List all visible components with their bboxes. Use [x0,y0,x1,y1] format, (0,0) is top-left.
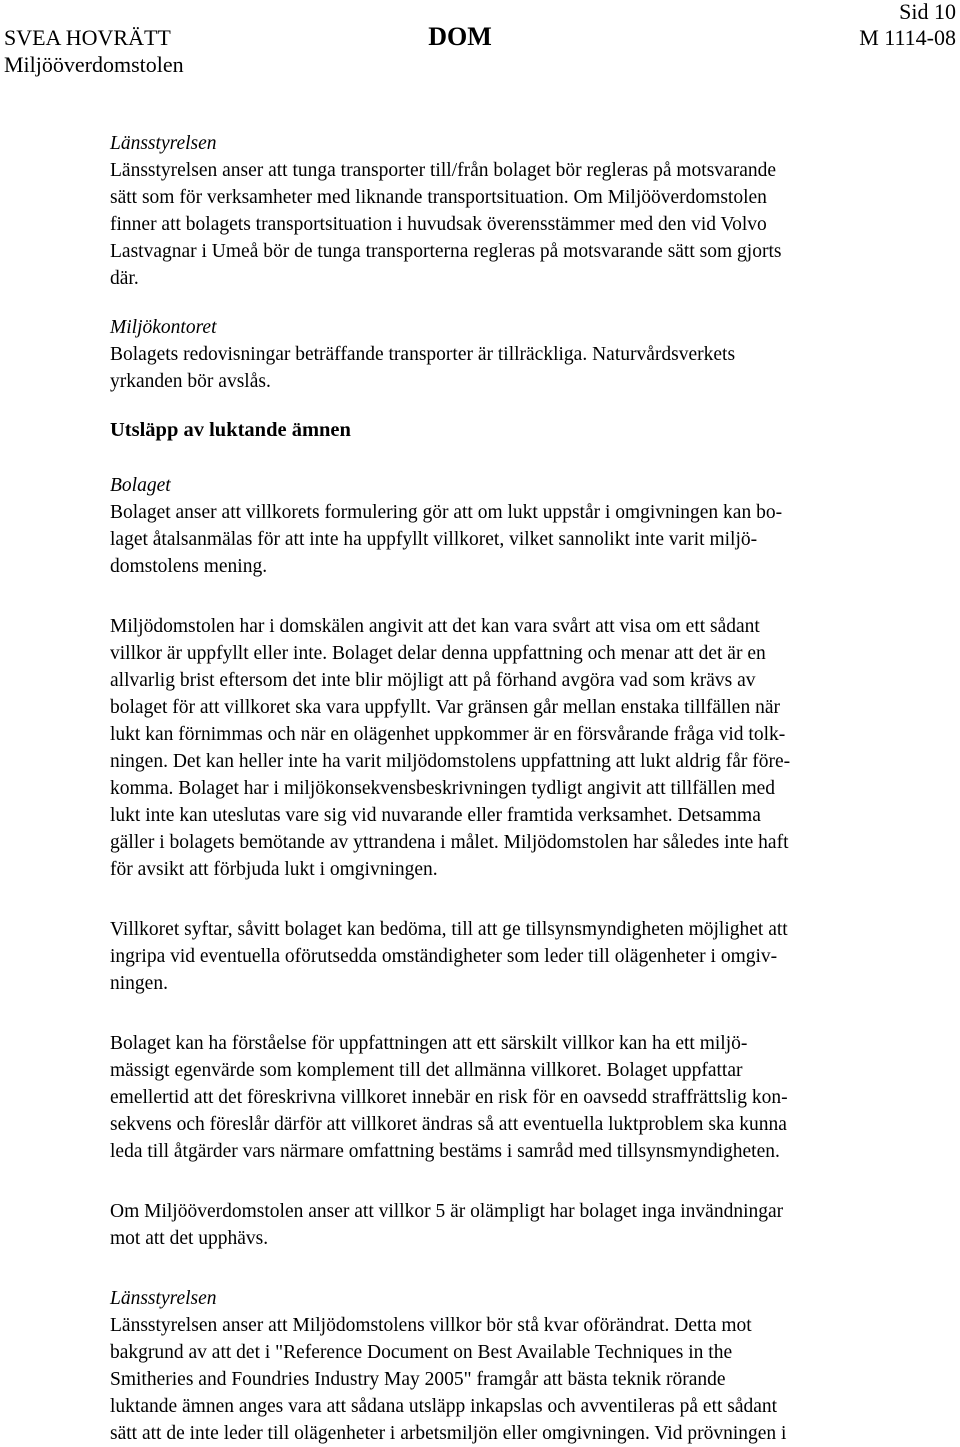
section-heading: Miljökontoret [110,317,217,338]
subject-heading: Utsläpp av luktande ämnen [110,419,351,441]
text-line: laget åtalsanmälas för att inte ha uppfyllt villkoret, vilket sannolikt inte varit miljö- [110,529,758,550]
text-line: finner att bolagets transportsituation i huvudsak överensstämmer med den vid Volvo [110,214,767,235]
text-line: lukt inte kan uteslutas vare sig vid nuvarande eller framtida verksamhet. Detsamma [110,805,761,826]
court-department: Miljööverdomstolen [4,52,184,77]
text-line: Bolaget kan ha förståelse för uppfattningen att ett särskilt villkor kan ha ett miljö- [110,1033,748,1054]
text-line: domstolens mening. [110,556,268,577]
document-body [110,130,932,1447]
text-line: sätt att de inte leder till olägenheter i arbetsmiljön eller omgivningen. Vid prövningen i [110,1423,787,1444]
paragraph [110,613,932,883]
document-type: DOM [428,22,492,51]
text-line: ningen. Det kan heller inte ha varit miljödomstolens uppfattning att lukt aldrig får före- [110,751,791,772]
text-line: allvarlig brist eftersom det inte blir möjligt att på förhand avgöra vad som krävs av [110,670,756,691]
section-heading: Bolaget [110,475,171,496]
text-line: gäller i bolagets bemötande av yttrandena i målet. Miljödomstolen har således inte haft [110,832,789,853]
section-lansstyrelsen-odour [110,1285,932,1447]
case-number: M 1114-08 [859,25,956,50]
section-lansstyrelsen-transport [110,130,932,292]
text-line: Smitheries and Foundries Industry May 2005" framgår att bästa teknik rörande [110,1369,726,1390]
paragraph [110,499,932,580]
section-heading: Länsstyrelsen [110,1288,217,1309]
text-line: för avsikt att förbjuda lukt i omgivningen. [110,859,438,880]
text-line: villkor är uppfyllt eller inte. Bolaget delar denna uppfattning och menar att det är en [110,643,766,664]
text-line: sätt som för verksamheter med liknande transportsituation. Om Miljööverdomstolen [110,187,767,208]
text-line: Miljödomstolen har i domskälen angivit att det kan vara svårt att visa om ett sådant [110,616,760,637]
text-line: leda till åtgärder vars närmare omfattning bestäms i samråd med tillsynsmyndigheten. [110,1141,780,1162]
text-line: sekvens och föreslår därför att villkoret ändras så att eventuella luktproblem ska kunna [110,1114,787,1135]
text-line: mot att det upphävs. [110,1228,269,1249]
paragraph [110,1198,932,1252]
text-line: bakgrund av att det i "Reference Document on Best Available Techniques in the [110,1342,733,1363]
text-line: komma. Bolaget har i miljökonsekvensbeskrivningen tydligt angivit att tillfällen med [110,778,776,799]
text-line: Om Miljööverdomstolen anser att villkor 5 är olämpligt har bolaget inga invändningar [110,1201,784,1222]
section-heading: Länsstyrelsen [110,133,217,154]
text-line: ningen. [110,973,168,994]
page-number: Sid 10 [899,0,956,24]
text-line: ingripa vid eventuella oförutsedda omständigheter som leder till olägenheter i omgiv- [110,946,778,967]
court-name: SVEA HOVRÄTT [4,25,171,50]
section-bolaget [110,472,932,1252]
text-line: Länsstyrelsen anser att tunga transporter till/från bolaget bör regleras på motsvarande [110,160,777,181]
text-line: Lastvagnar i Umeå bör de tunga transporterna regleras på motsvarande sätt som gjorts [110,241,782,262]
text-line: emellertid att det föreskrivna villkoret innebär en risk för en oavsedd straffrättslig kon- [110,1087,788,1108]
text-line: yrkanden bör avslås. [110,371,271,392]
text-line: Länsstyrelsen anser att Miljödomstolens villkor bör stå kvar oförändrat. Detta mot [110,1315,752,1336]
text-line: mässigt egenvärde som komplement till det allmänna villkoret. Bolaget uppfattar [110,1060,743,1081]
paragraph [110,1030,932,1165]
text-line: luktande ämnen anges vara att sådana utsläpp inkapslas och avventileras på ett sådant [110,1396,778,1417]
text-line: Bolagets redovisningar beträffande transporter är tillräckliga. Naturvårdsverkets [110,344,736,365]
paragraph [110,916,932,997]
text-line: lukt kan förnimmas och när en olägenhet uppkommer är en försvårande fråga vid tolk- [110,724,786,745]
text-line: Bolaget anser att villkorets formulering gör att om lukt uppstår i omgivningen kan bo- [110,502,783,523]
text-line: Villkoret syftar, såvitt bolaget kan bedöma, till att ge tillsynsmyndigheten möjlighet att [110,919,788,940]
text-line: där. [110,268,139,289]
section-miljokontoret [110,314,932,395]
text-line: bolaget för att villkoret ska vara uppfyllt. Var gränsen går mellan enstaka tillfällen när [110,697,780,718]
